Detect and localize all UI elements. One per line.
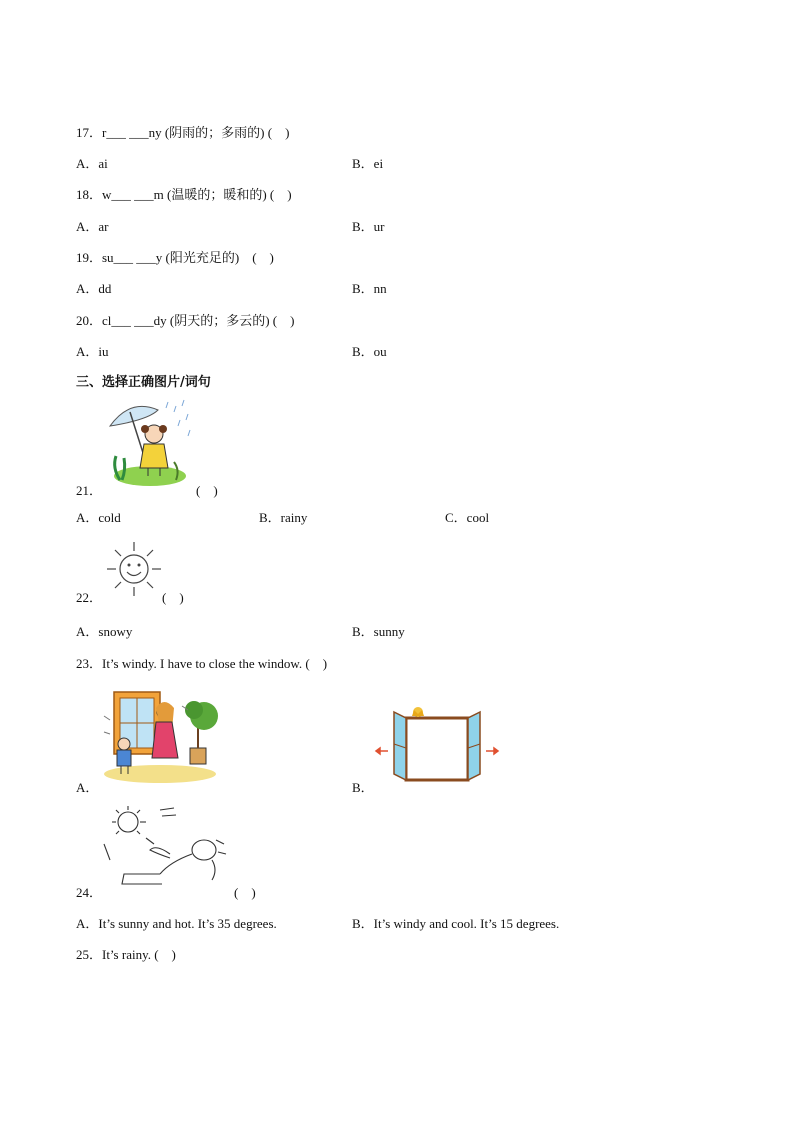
q19-option-a[interactable]: A．dd [76, 281, 112, 296]
q24-option-a[interactable]: A．It’s sunny and hot. It’s 35 degrees. [76, 916, 277, 931]
q21-number: 21． [76, 483, 103, 498]
q22-answer-paren: ( ) [162, 590, 184, 605]
q19-option-b[interactable]: B．nn [352, 281, 387, 296]
q24-number: 24． [76, 885, 103, 900]
q21-option-c[interactable]: C．cool [445, 510, 490, 525]
q18-option-b[interactable]: B．ur [352, 219, 385, 234]
q18-option-a[interactable]: A．ar [76, 219, 109, 234]
q22-number: 22． [76, 590, 103, 605]
q21-option-a[interactable]: A．cold [76, 510, 121, 525]
hot-sun-person-icon [100, 804, 230, 894]
section-title: 三、选择正确图片/词句 [76, 375, 211, 390]
question-19: 19．su___ ___y (阳光充足的) ( ) [76, 250, 274, 265]
children-closing-window-icon [100, 686, 226, 784]
girl-umbrella-rain-icon [104, 396, 196, 490]
q24-option-b[interactable]: B．It’s windy and cool. It’s 15 degrees. [352, 916, 560, 931]
q17-option-a[interactable]: A．ai [76, 156, 108, 171]
q23-option-b[interactable]: B． [352, 780, 374, 795]
q20-option-a[interactable]: A．iu [76, 344, 109, 359]
question-23: 23．It’s windy. I have to close the window. ( ) [76, 656, 328, 671]
q17-option-b[interactable]: B．ei [352, 156, 384, 171]
smiling-sun-icon [104, 540, 164, 598]
question-25: 25．It’s rainy. ( ) [76, 947, 176, 962]
q22-option-a[interactable]: A．snowy [76, 624, 133, 639]
open-window-icon [372, 704, 502, 784]
q21-option-b[interactable]: B．rainy [259, 510, 308, 525]
question-17: 17．r___ ___ny (阴雨的；多雨的) ( ) [76, 125, 290, 140]
q24-answer-paren: ( ) [234, 885, 256, 900]
q20-option-b[interactable]: B．ou [352, 344, 387, 359]
q23-option-a[interactable]: A． [76, 780, 99, 795]
q21-answer-paren: ( ) [196, 483, 218, 498]
question-20: 20．cl___ ___dy (阴天的；多云的) ( ) [76, 313, 295, 328]
q22-option-b[interactable]: B．sunny [352, 624, 405, 639]
question-18: 18．w___ ___m (温暖的；暖和的) ( ) [76, 187, 292, 202]
